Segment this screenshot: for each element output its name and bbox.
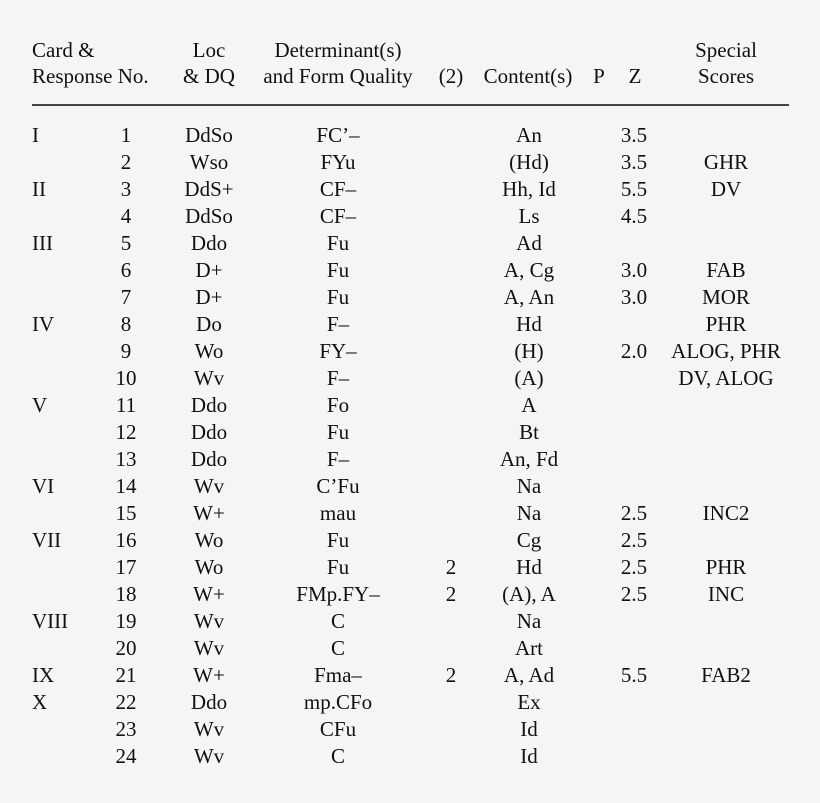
- cell-response-no: 21: [115, 663, 137, 687]
- cell-determinant: C’Fu: [316, 474, 360, 498]
- header-det-line1: Determinant(s): [274, 38, 402, 62]
- table-row: [0, 419, 820, 446]
- cell-response-no: 15: [115, 501, 137, 525]
- cell-content: Hd: [516, 555, 542, 579]
- header-card-line2: Response No.: [32, 64, 149, 88]
- cell-content: A, Cg: [503, 258, 555, 282]
- table-row: [0, 554, 820, 581]
- cell-z: 2.5: [620, 528, 648, 552]
- cell-loc-dq: Wso: [189, 150, 229, 174]
- cell-response-no: 17: [115, 555, 137, 579]
- cell-loc-dq: W+: [193, 582, 225, 606]
- table-row: [0, 635, 820, 662]
- cell-determinant: FC’–: [316, 123, 360, 147]
- cell-determinant: Fu: [326, 231, 350, 255]
- header-special-line1: Special: [695, 38, 757, 62]
- header-p: P: [593, 64, 605, 88]
- cell-content: (H): [514, 339, 544, 363]
- cell-content: Hd: [516, 312, 542, 336]
- cell-loc-dq: Ddo: [190, 447, 228, 471]
- cell-card: III: [32, 231, 53, 255]
- header-loc-line1: Loc: [192, 38, 226, 62]
- cell-content: (A), A: [502, 582, 556, 606]
- cell-determinant: Fu: [326, 420, 350, 444]
- cell-loc-dq: Wv: [193, 744, 225, 768]
- cell-response-no: 23: [115, 717, 137, 741]
- cell-response-no: 8: [120, 312, 132, 336]
- cell-response-no: 13: [115, 447, 137, 471]
- cell-content: Id: [520, 744, 538, 768]
- cell-content: Na: [516, 501, 542, 525]
- cell-loc-dq: Wo: [194, 528, 224, 552]
- table-row: [0, 581, 820, 608]
- cell-special-scores: FAB: [706, 258, 746, 282]
- cell-content: Id: [520, 717, 538, 741]
- cell-special-scores: PHR: [705, 312, 747, 336]
- table-row: [0, 257, 820, 284]
- cell-response-no: 19: [115, 609, 137, 633]
- cell-content: Ex: [517, 690, 541, 714]
- table-row: [0, 284, 820, 311]
- table-row: [0, 662, 820, 689]
- header-pair: (2): [438, 64, 464, 88]
- table-row: [0, 338, 820, 365]
- cell-response-no: 3: [120, 177, 132, 201]
- table-row: [0, 392, 820, 419]
- cell-response-no: 24: [115, 744, 137, 768]
- cell-content: Ad: [516, 231, 542, 255]
- table-row: [0, 122, 820, 149]
- table-row: [0, 500, 820, 527]
- cell-special-scores: GHR: [703, 150, 749, 174]
- cell-determinant: FMp.FY–: [296, 582, 380, 606]
- cell-z: 3.0: [620, 285, 648, 309]
- cell-pair: 2: [445, 555, 457, 579]
- cell-determinant: FYu: [320, 150, 356, 174]
- table-row: [0, 446, 820, 473]
- cell-special-scores: DV: [710, 177, 742, 201]
- cell-determinant: Fu: [326, 555, 350, 579]
- cell-response-no: 14: [115, 474, 137, 498]
- cell-special-scores: FAB2: [701, 663, 751, 687]
- cell-loc-dq: Wo: [194, 555, 224, 579]
- header-z: Z: [628, 64, 642, 88]
- cell-determinant: Fo: [326, 393, 350, 417]
- table-row: [0, 203, 820, 230]
- cell-response-no: 2: [120, 150, 132, 174]
- cell-response-no: 1: [120, 123, 132, 147]
- cell-loc-dq: DdSo: [185, 204, 233, 228]
- header-rule: [32, 104, 789, 106]
- cell-determinant: Fu: [326, 258, 350, 282]
- cell-content: (Hd): [509, 150, 549, 174]
- cell-content: An, Fd: [499, 447, 559, 471]
- cell-determinant: C: [330, 636, 346, 660]
- cell-determinant: C: [330, 609, 346, 633]
- cell-content: (A): [514, 366, 544, 390]
- table-row: [0, 230, 820, 257]
- cell-card: V: [32, 393, 48, 417]
- cell-content: Cg: [516, 528, 542, 552]
- cell-loc-dq: Do: [196, 312, 222, 336]
- cell-response-no: 22: [115, 690, 137, 714]
- header-det-line2: and Form Quality: [263, 64, 413, 88]
- cell-z: 3.5: [620, 123, 648, 147]
- cell-determinant: Fma–: [314, 663, 362, 687]
- table-row: [0, 365, 820, 392]
- cell-determinant: Fu: [326, 285, 350, 309]
- cell-card: I: [32, 123, 39, 147]
- cell-special-scores: INC2: [702, 501, 750, 525]
- cell-content: Hh, Id: [502, 177, 556, 201]
- cell-card: IX: [32, 663, 55, 687]
- cell-loc-dq: Wo: [194, 339, 224, 363]
- header-content: Content(s): [483, 64, 573, 88]
- cell-z: 2.0: [620, 339, 648, 363]
- table-row: [0, 608, 820, 635]
- cell-loc-dq: DdS+: [184, 177, 234, 201]
- cell-card: VI: [32, 474, 55, 498]
- cell-response-no: 20: [115, 636, 137, 660]
- cell-content: A, Ad: [503, 663, 555, 687]
- cell-special-scores: INC: [707, 582, 745, 606]
- table-row: [0, 149, 820, 176]
- table-row: [0, 176, 820, 203]
- cell-pair: 2: [445, 663, 457, 687]
- cell-loc-dq: Ddo: [190, 420, 228, 444]
- table-row: [0, 716, 820, 743]
- cell-loc-dq: Wv: [193, 474, 225, 498]
- cell-content: Ls: [518, 204, 540, 228]
- header-card-line1: Card &: [32, 38, 95, 62]
- cell-content: An: [516, 123, 542, 147]
- cell-loc-dq: Wv: [193, 717, 225, 741]
- cell-response-no: 6: [120, 258, 132, 282]
- cell-loc-dq: W+: [193, 663, 225, 687]
- cell-response-no: 12: [115, 420, 137, 444]
- cell-card: VIII: [32, 609, 69, 633]
- cell-content: A, An: [503, 285, 555, 309]
- cell-response-no: 4: [120, 204, 132, 228]
- cell-content: Bt: [519, 420, 539, 444]
- cell-loc-dq: DdSo: [185, 123, 233, 147]
- cell-determinant: mp.CFo: [303, 690, 373, 714]
- cell-card: VII: [32, 528, 62, 552]
- cell-z: 5.5: [620, 177, 648, 201]
- cell-card: II: [32, 177, 46, 201]
- cell-loc-dq: Ddo: [190, 393, 228, 417]
- cell-determinant: F–: [326, 312, 350, 336]
- header-loc-line2: & DQ: [183, 64, 235, 88]
- cell-determinant: F–: [326, 447, 350, 471]
- table-row: [0, 473, 820, 500]
- cell-determinant: Fu: [326, 528, 350, 552]
- cell-content: Na: [516, 474, 542, 498]
- cell-z: 2.5: [620, 501, 648, 525]
- cell-special-scores: DV, ALOG: [678, 366, 774, 390]
- table-body: [0, 122, 820, 770]
- cell-determinant: CF–: [319, 204, 357, 228]
- cell-card: X: [32, 690, 48, 714]
- table-row: [0, 743, 820, 770]
- cell-z: 2.5: [620, 555, 648, 579]
- cell-response-no: 10: [115, 366, 137, 390]
- cell-determinant: mau: [319, 501, 357, 525]
- cell-z: 5.5: [620, 663, 648, 687]
- table-row: [0, 527, 820, 554]
- cell-response-no: 7: [120, 285, 132, 309]
- cell-special-scores: ALOG, PHR: [671, 339, 781, 363]
- cell-determinant: CF–: [319, 177, 357, 201]
- cell-determinant: F–: [326, 366, 350, 390]
- cell-content: A: [521, 393, 537, 417]
- cell-response-no: 11: [115, 393, 137, 417]
- cell-loc-dq: Ddo: [190, 231, 228, 255]
- table-row: [0, 311, 820, 338]
- cell-response-no: 18: [115, 582, 137, 606]
- cell-response-no: 5: [120, 231, 132, 255]
- cell-z: 3.5: [620, 150, 648, 174]
- cell-z: 4.5: [620, 204, 648, 228]
- cell-loc-dq: Wv: [193, 609, 225, 633]
- cell-special-scores: PHR: [705, 555, 747, 579]
- cell-determinant: CFu: [319, 717, 357, 741]
- cell-z: 3.0: [620, 258, 648, 282]
- header-special-line2: Scores: [698, 64, 754, 88]
- cell-loc-dq: W+: [193, 501, 225, 525]
- cell-loc-dq: Ddo: [190, 690, 228, 714]
- cell-loc-dq: Wv: [193, 366, 225, 390]
- cell-determinant: C: [330, 744, 346, 768]
- cell-loc-dq: Wv: [193, 636, 225, 660]
- cell-loc-dq: D+: [195, 258, 223, 282]
- cell-content: Art: [515, 636, 543, 660]
- cell-determinant: FY–: [319, 339, 357, 363]
- table-row: [0, 689, 820, 716]
- cell-content: Na: [516, 609, 542, 633]
- cell-card: IV: [32, 312, 55, 336]
- cell-z: 2.5: [620, 582, 648, 606]
- cell-response-no: 16: [115, 528, 137, 552]
- cell-loc-dq: D+: [195, 285, 223, 309]
- cell-special-scores: MOR: [702, 285, 750, 309]
- cell-pair: 2: [445, 582, 457, 606]
- cell-response-no: 9: [120, 339, 132, 363]
